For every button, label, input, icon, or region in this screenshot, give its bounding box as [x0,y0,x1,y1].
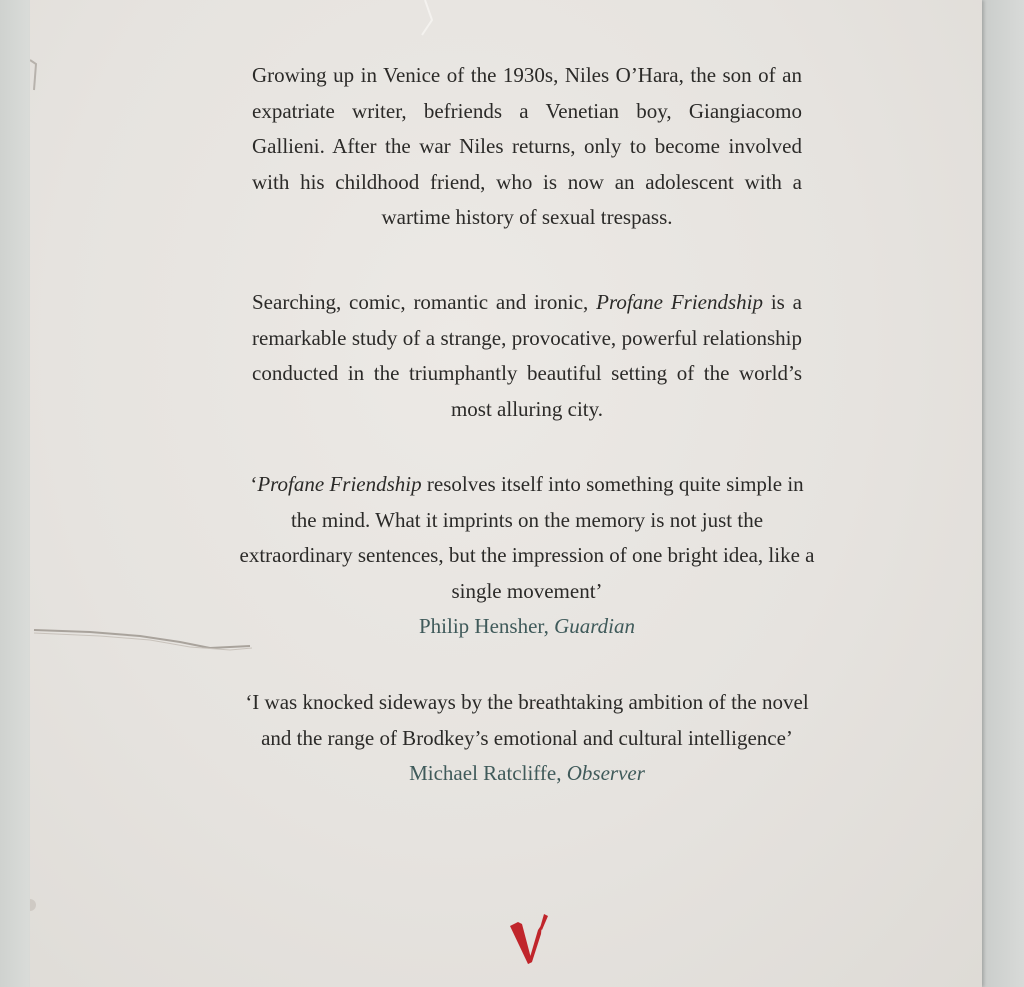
review-1-reviewer: Philip Hensher, [419,614,549,638]
blurb-paragraph-2 [252,285,802,427]
blurb-paragraph-1: Growing up in Venice of the 1930s, Niles O’Hara, the son of an expatriate writer, befriends a Venetian boy, Giangiacomo Gallieni. After the war Niles returns, only to become involved with his childhood friend, who is now an adolescent with a wartime history of sexual trespass. [252,63,802,229]
review-1-publication: Guardian [554,614,635,638]
review-1-quote [237,467,817,609]
blurb-paragraph-2-lead: Searching, comic, romantic and ironic, [252,290,597,314]
backdrop-right [980,0,1024,987]
book-title: Profane Friendship [596,290,763,314]
review-1 [237,467,817,645]
blurb-paragraph-2-rest: is a remarkable study of a strange, provocative, powerful relationship conducted in the triumphantly beautiful setting of the world’s most alluring city. [252,290,802,421]
vintage-v-logo [508,912,552,968]
review-1-book-title: Profane Friendship [257,472,422,496]
review-2-attribution [237,756,817,792]
review-2-reviewer: Michael Ratcliffe, [409,761,562,785]
review-2-quote: ‘I was knocked sideways by the breathtaking ambition of the novel and the range of Brodkey’s emotional and cultural intelligence’ [245,690,809,750]
review-2 [237,685,817,792]
review-1-open-quote: ‘ [250,472,258,496]
review-2-publication: Observer [566,761,645,785]
book-back-cover [30,0,982,987]
review-1-attribution [237,609,817,645]
review-1-quote-text: resolves itself into something quite simple in the mind. What it imprints on the memory is not just the extraordinary sentences, but the impression of one bright idea, like a single movement’ [239,472,815,603]
